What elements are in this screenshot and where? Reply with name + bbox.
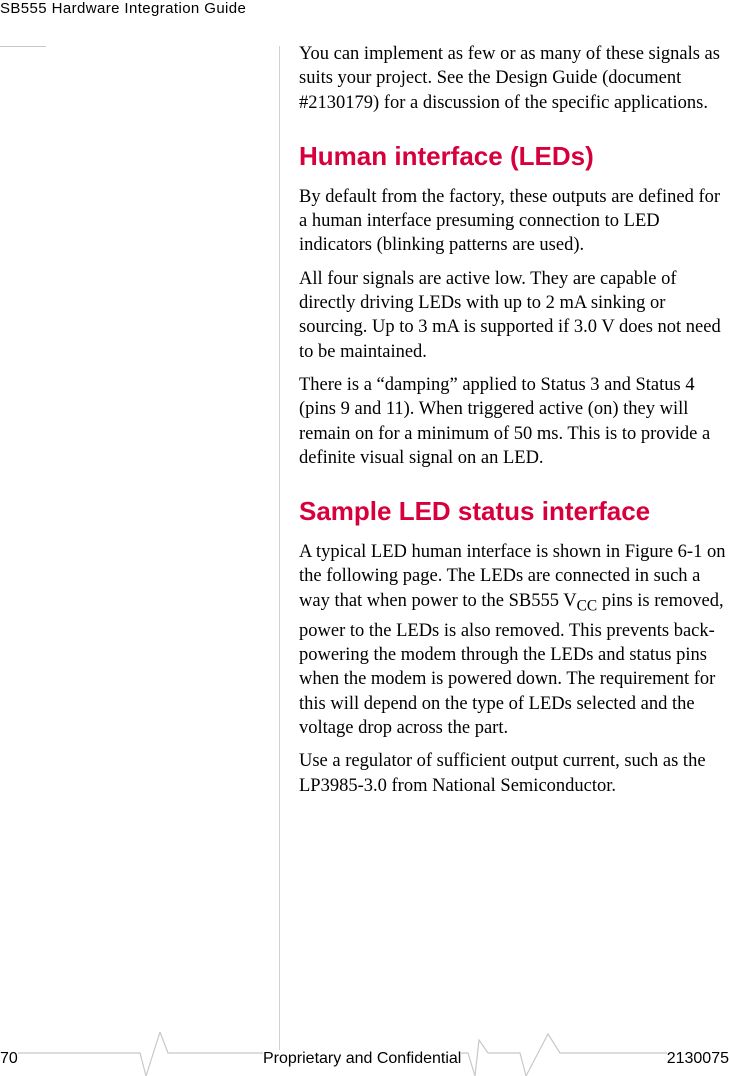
intro-paragraph: You can implement as few or as many of these signals as suits your project. See the Design Guide (document #2130179) for a discussion of the specific applications. bbox=[299, 44, 720, 113]
section1-paragraph-1: By default from the factory, these outputs are defined for a human interface presuming connection to LED indicators (blinking patterns are used). bbox=[299, 186, 721, 256]
confidential-label: Proprietary and Confidential bbox=[263, 1050, 462, 1067]
running-header: SB555 Hardware Integration Guide bbox=[0, 0, 247, 17]
section2-p1-text-a: A typical LED human interface is shown in Figure 6-1 on the following page. The LEDs are connected in such a way that when power to the SB555 V bbox=[299, 542, 726, 611]
section2-paragraph-1 bbox=[299, 540, 729, 740]
document-number: 2130075 bbox=[666, 1050, 729, 1067]
section-heading-sample-led: Sample LED status interface bbox=[299, 496, 651, 527]
vcc-subscript: CC bbox=[576, 597, 598, 615]
section1-paragraph-2: All four signals are active low. They are capable of directly driving LEDs with up to 2 mA sinking or sourcing. Up to 3 mA is supported if 3.0 V does not need to be maintained. bbox=[299, 268, 721, 362]
section1-paragraph-3: There is a “damping” applied to Status 3 and Status 4 (pins 9 and 11). When triggered active (on) they will remain on for a minimum of 50 ms. This is to provide a definite visual signal on an LED. bbox=[299, 374, 711, 468]
section2-p1-text-b: pins is removed, power to the LEDs is also removed. This prevents back-powering the modem through the LEDs and status pins when the modem is powered down. The requirement for this will depend on the type of LEDs selected and the voltage drop across the part. bbox=[299, 590, 724, 738]
header-rule bbox=[0, 46, 46, 47]
section2-paragraph-2: Use a regulator of sufficient output current, such as the LP3985-3.0 from National Semiconductor. bbox=[299, 751, 706, 796]
section-heading-human-interface: Human interface (LEDs) bbox=[299, 140, 594, 171]
margin-rule bbox=[279, 46, 280, 1052]
main-content bbox=[299, 42, 729, 807]
page-number: 70 bbox=[0, 1050, 18, 1067]
